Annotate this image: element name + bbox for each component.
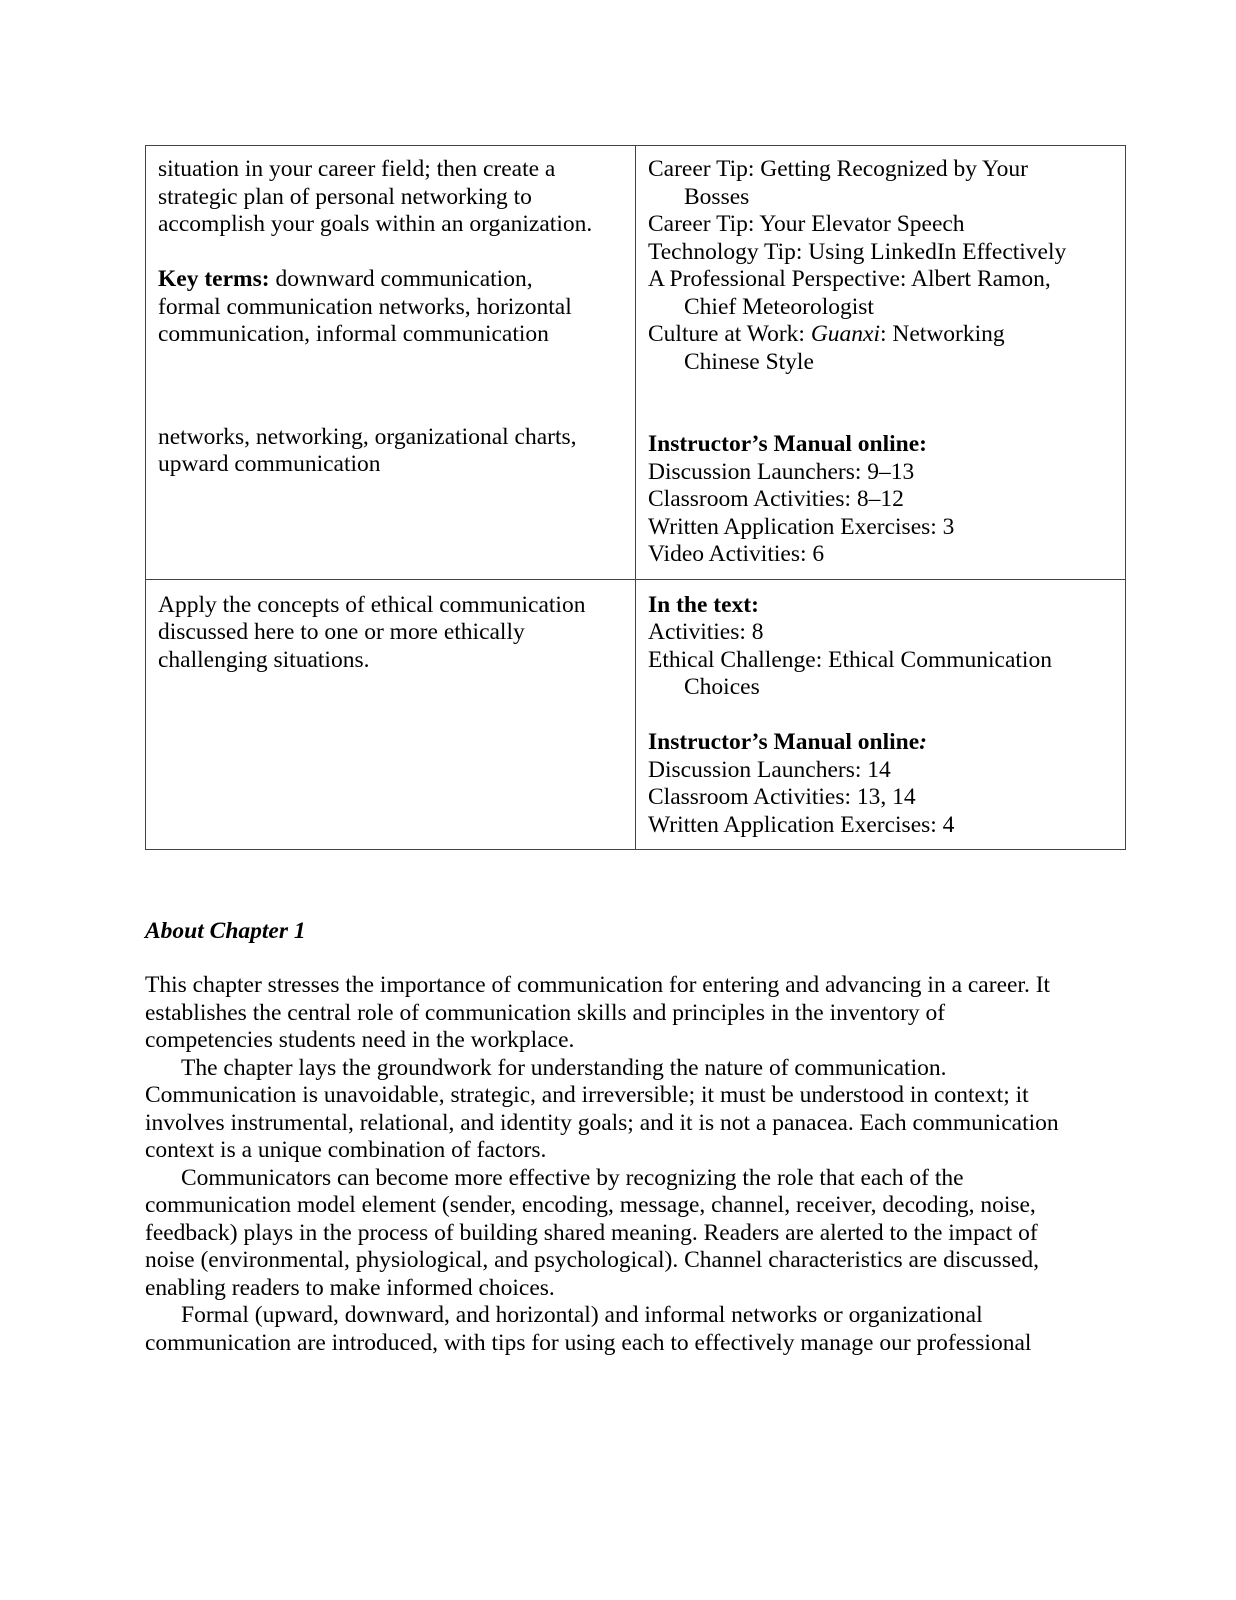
paragraph-line: The chapter lays the groundwork for understanding the nature of communication. [181, 1054, 947, 1081]
manual-heading [648, 729, 1113, 757]
paragraph [145, 1055, 1105, 1165]
paragraph-line: Communicators can become more effective by recognizing the role that each of the [181, 1164, 964, 1191]
paragraph-line: Communication is unavoidable, strategic, and irreversible; it must be understood in context; it [145, 1082, 1029, 1108]
paragraph [145, 1302, 1105, 1357]
key-terms-line: networks, networking, organizational charts, [158, 423, 577, 450]
paragraph-line: This chapter stresses the importance of communication for entering and advancing in a career. It [145, 972, 1051, 998]
resource-item: Career Tip: Your Elevator Speech [648, 211, 965, 237]
paragraph [145, 1165, 1105, 1303]
manual-item: Written Application Exercises: 3 [648, 513, 955, 540]
resource-item: Career Tip: Getting Recognized by Your [648, 156, 1028, 182]
resource-item-continued: Bosses [684, 183, 750, 210]
manual-item: Written Application Exercises: 4 [648, 811, 955, 838]
paragraph-line: Formal (upward, downward, and horizontal) and informal networks or organizational [181, 1302, 983, 1328]
objective-line: Apply the concepts of ethical communication [158, 591, 586, 618]
paragraph-line: communication are introduced, with tips for using each to effectively manage our professional [145, 1329, 1032, 1356]
paragraph-line: context is a unique combination of factors. [145, 1137, 547, 1163]
culture-prefix: Culture at Work: [648, 321, 811, 347]
objective-line: accomplish your goals within an organization. [158, 211, 593, 237]
resources-cell [636, 146, 1126, 580]
manual-heading [648, 431, 1113, 459]
paragraph-line: establishes the central role of communication skills and principles in the inventory of [145, 999, 946, 1026]
spacer [648, 376, 1113, 431]
manual-item: Discussion Launchers: 14 [648, 756, 891, 783]
culture-suffix: : Networking [880, 321, 1005, 347]
resources-cell [636, 579, 1126, 850]
resource-item-continued: Choices [684, 674, 760, 700]
resource-item-continued: Chief Meteorologist [684, 293, 874, 320]
manual-item: Classroom Activities: 8–12 [648, 486, 904, 512]
paragraph-line: communication model element (sender, encoding, message, channel, receiver, decoding, noise, [145, 1192, 1036, 1218]
objectives-table [145, 145, 1126, 850]
spacer [648, 702, 1113, 730]
objective-cell [146, 146, 636, 580]
spacer [158, 239, 623, 267]
resource-item: Ethical Challenge: Ethical Communication [648, 646, 1052, 673]
paragraph-line: noise (environmental, physiological, and psychological). Channel characteristics are discussed, [145, 1247, 1040, 1273]
manual-label: Instructor’s Manual online [648, 729, 920, 755]
manual-item: Discussion Launchers: 9–13 [648, 458, 915, 485]
key-terms-text: downward communication, [269, 266, 533, 292]
paragraph-line: competencies students need in the workplace. [145, 1027, 575, 1053]
objective-line: situation in your career field; then create a [158, 156, 556, 182]
paragraph [145, 972, 1105, 1055]
table-row [146, 579, 1126, 850]
paragraph-line: enabling readers to make informed choices. [145, 1274, 555, 1301]
manual-item: Classroom Activities: 13, 14 [648, 784, 916, 810]
resource-item: A Professional Perspective: Albert Ramon, [648, 266, 1051, 292]
resource-item: Activities: 8 [648, 619, 764, 645]
resource-item [648, 321, 1113, 349]
spacer [158, 404, 623, 424]
objective-line: discussed here to one or more ethically [158, 619, 525, 645]
culture-italic: Guanxi [810, 321, 880, 347]
table-row [146, 146, 1126, 580]
objective-cell [146, 579, 636, 850]
manual-colon: : [919, 729, 927, 755]
key-terms-line: formal communication networks, horizontal [158, 293, 572, 320]
key-terms-line [158, 266, 623, 294]
text-label: In the text: [648, 591, 759, 618]
paragraph-line: feedback) plays in the process of building shared meaning. Readers are alerted to the impact of [145, 1219, 1038, 1246]
key-terms-label: Key terms: [158, 266, 270, 292]
spacer [158, 349, 623, 404]
manual-label: Instructor’s Manual online: [648, 431, 927, 457]
resource-item: Technology Tip: Using LinkedIn Effectively [648, 238, 1067, 265]
paragraph-line: involves instrumental, relational, and identity goals; and it is not a panacea. Each communication [145, 1109, 1059, 1136]
key-terms-line: upward communication [158, 451, 381, 477]
key-terms-line: communication, informal communication [158, 321, 549, 347]
chapter-summary [145, 972, 1105, 1357]
objective-line: challenging situations. [158, 646, 370, 673]
manual-item: Video Activities: 6 [648, 541, 825, 567]
section-heading: About Chapter 1 [145, 918, 306, 944]
text-heading [648, 592, 1113, 620]
objective-line: strategic plan of personal networking to [158, 183, 532, 210]
resource-item-continued: Chinese Style [684, 348, 814, 375]
